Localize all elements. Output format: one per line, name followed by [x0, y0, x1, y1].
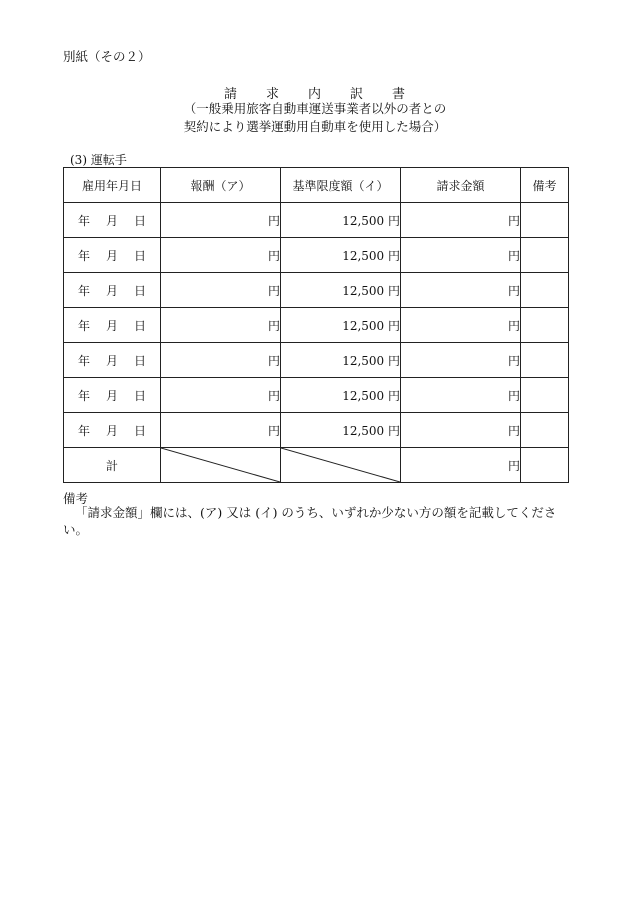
total-label: 計 — [64, 448, 161, 483]
fee-cell[interactable]: 円 — [161, 343, 281, 378]
notes-body: 「請求金額」欄には、(ア) 又は (イ) のうち、いずれか少ない方の額を記載してください。 — [63, 505, 557, 537]
claim-amount-cell[interactable]: 円 — [401, 203, 521, 238]
month-label: 月 — [105, 283, 118, 298]
header-employment-date: 雇用年月日 — [64, 168, 161, 203]
document-title: 請 求 内 訳 書 — [223, 87, 406, 102]
table-row — [64, 413, 569, 448]
limit-amount-cell: 12,500 円 — [281, 378, 401, 413]
total-fee-crossed-cell — [161, 448, 281, 483]
table-row — [64, 273, 569, 308]
limit-amount-cell: 12,500 円 — [281, 273, 401, 308]
table-row — [64, 238, 569, 273]
month-label: 月 — [105, 353, 118, 368]
header-remarks: 備考 — [521, 168, 569, 203]
fee-cell[interactable]: 円 — [161, 378, 281, 413]
header-limit-amount: 基準限度額（イ） — [281, 168, 401, 203]
day-label: 日 — [134, 388, 147, 403]
header-fee: 報酬（ア） — [161, 168, 281, 203]
table-row — [64, 343, 569, 378]
table-row — [64, 203, 569, 238]
claim-breakdown-table — [63, 167, 569, 483]
month-label: 月 — [105, 318, 118, 333]
remarks-cell[interactable] — [521, 238, 569, 273]
fee-cell[interactable]: 円 — [161, 308, 281, 343]
remarks-cell[interactable] — [521, 308, 569, 343]
table-row — [64, 308, 569, 343]
claim-amount-cell[interactable]: 円 — [401, 273, 521, 308]
document-subtitle-line1: （一般乗用旅客自動車運送事業者以外の者との — [183, 101, 447, 116]
employment-date-cell[interactable] — [64, 378, 161, 413]
day-label: 日 — [134, 353, 147, 368]
limit-amount-cell: 12,500 円 — [281, 203, 401, 238]
year-label: 年 — [77, 248, 90, 263]
day-label: 日 — [134, 283, 147, 298]
remarks-cell[interactable] — [521, 378, 569, 413]
total-remarks-cell[interactable] — [521, 448, 569, 483]
annex-label: 別紙（その２） — [63, 49, 151, 64]
employment-date-cell[interactable] — [64, 343, 161, 378]
fee-cell[interactable]: 円 — [161, 273, 281, 308]
year-label: 年 — [77, 318, 90, 333]
fee-cell[interactable]: 円 — [161, 238, 281, 273]
day-label: 日 — [134, 318, 147, 333]
month-label: 月 — [105, 423, 118, 438]
remarks-cell[interactable] — [521, 273, 569, 308]
employment-date-cell[interactable] — [64, 238, 161, 273]
year-label: 年 — [77, 423, 90, 438]
table-row — [64, 378, 569, 413]
total-claim-cell[interactable]: 円 — [401, 448, 521, 483]
remarks-cell[interactable] — [521, 203, 569, 238]
limit-amount-cell: 12,500 円 — [281, 413, 401, 448]
claim-amount-cell[interactable]: 円 — [401, 378, 521, 413]
document-subtitle-line2: 契約により選挙運動用自動車を使用した場合） — [183, 119, 447, 134]
remarks-cell[interactable] — [521, 413, 569, 448]
employment-date-cell[interactable] — [64, 413, 161, 448]
total-limit-crossed-cell — [281, 448, 401, 483]
day-label: 日 — [134, 248, 147, 263]
remarks-cell[interactable] — [521, 343, 569, 378]
month-label: 月 — [105, 248, 118, 263]
fee-cell[interactable]: 円 — [161, 413, 281, 448]
claim-amount-cell[interactable]: 円 — [401, 308, 521, 343]
year-label: 年 — [77, 283, 90, 298]
limit-amount-cell: 12,500 円 — [281, 238, 401, 273]
total-row — [64, 448, 569, 483]
month-label: 月 — [105, 213, 118, 228]
claim-amount-cell[interactable]: 円 — [401, 343, 521, 378]
diagonal-line — [281, 448, 400, 482]
year-label: 年 — [77, 213, 90, 228]
employment-date-cell[interactable] — [64, 308, 161, 343]
claim-amount-cell[interactable]: 円 — [401, 238, 521, 273]
limit-amount-cell: 12,500 円 — [281, 308, 401, 343]
year-label: 年 — [77, 353, 90, 368]
employment-date-cell[interactable] — [64, 203, 161, 238]
section-label: (3) 運転手 — [70, 153, 127, 167]
notes-heading: 備考 — [63, 491, 89, 506]
diagonal-line — [161, 448, 280, 482]
day-label: 日 — [134, 423, 147, 438]
limit-amount-cell: 12,500 円 — [281, 343, 401, 378]
day-label: 日 — [134, 213, 147, 228]
claim-amount-cell[interactable]: 円 — [401, 413, 521, 448]
year-label: 年 — [77, 388, 90, 403]
month-label: 月 — [105, 388, 118, 403]
table-header-row — [64, 168, 569, 203]
employment-date-cell[interactable] — [64, 273, 161, 308]
fee-cell[interactable]: 円 — [161, 203, 281, 238]
header-claim-amount: 請求金額 — [401, 168, 521, 203]
